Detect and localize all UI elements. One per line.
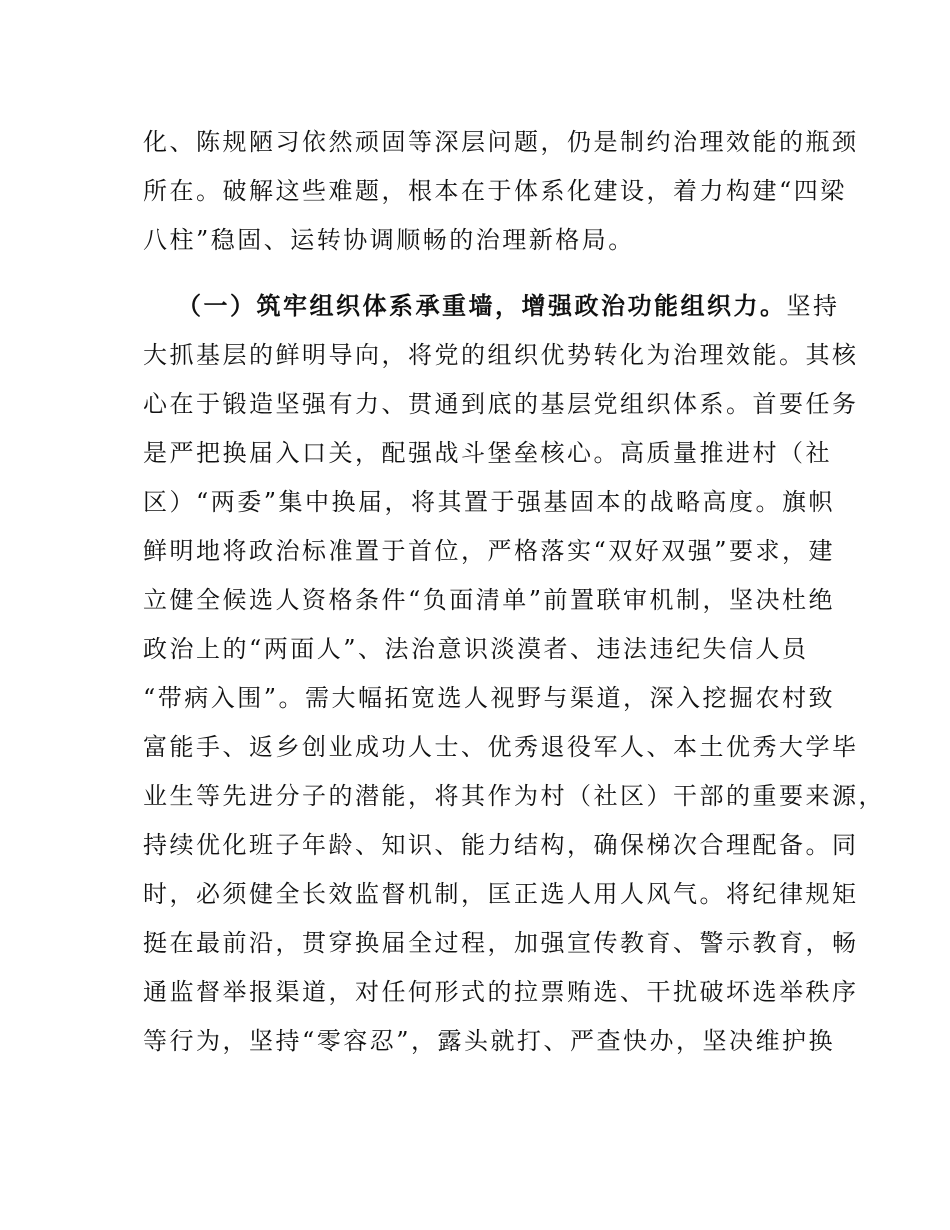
paragraph-line: 鲜明地将政治标准置于首位，严格落实“双好双强”要求，建: [143, 537, 836, 565]
paragraph-line: 大抓基层的鲜明导向，将党的组织优势转化为治理效能。其核: [143, 341, 859, 369]
paragraph-line: 所在。破解这些难题，根本在于体系化建设，着力构建“四梁: [143, 177, 847, 205]
section-heading: （一）筑牢组织体系承重墙，增强政治功能组织力。: [177, 291, 787, 320]
paragraph-line: 时，必须健全长效监督机制，匡正选人用人风气。将纪律规矩: [143, 880, 859, 908]
paragraph-line: 业生等先进分子的潜能，将其作为村（社区）干部的重要来源，: [143, 782, 885, 810]
paragraph-line: 立健全候选人资格条件“负面清单”前置联审机制，坚决杜绝: [143, 586, 836, 614]
paragraph-line: 富能手、返乡创业成功人士、优秀退役军人、本土优秀大学毕: [143, 733, 859, 761]
paragraph-line: 化、陈规陋习依然顽固等深层问题，仍是制约治理效能的瓶颈: [143, 128, 859, 156]
paragraph-line: 政治上的“两面人”、法治意识淡漠者、违法违纪失信人员: [143, 635, 809, 663]
paragraph-line: 心在于锻造坚强有力、贯通到底的基层党组织体系。首要任务: [143, 390, 859, 418]
paragraph-line: 是严把换届入口关，配强战斗堡垒核心。高质量推进村（社: [143, 439, 832, 467]
section-heading-tail: 坚持: [786, 292, 840, 320]
paragraph-line: 通监督举报渠道，对任何形式的拉票贿选、干扰破坏选举秩序: [143, 978, 859, 1006]
section-heading-line: [177, 286, 840, 326]
paragraph-line: 八柱”稳固、运转协调顺畅的治理新格局。: [143, 226, 635, 254]
paragraph-line: 持续优化班子年龄、知识、能力结构，确保梯次合理配备。同: [143, 831, 859, 859]
paragraph-line: 区）“两委”集中换届，将其置于强基固本的战略高度。旗帜: [143, 488, 836, 516]
paragraph-line: “带病入围”。需大幅拓宽选人视野与渠道，深入挖掘农村致: [143, 684, 836, 712]
paragraph-line: 挺在最前沿，贯穿换届全过程，加强宣传教育、警示教育，畅: [143, 929, 859, 957]
paragraph-line: 等行为，坚持“零容忍”，露头就打、严查快办，坚决维护换: [143, 1027, 836, 1055]
